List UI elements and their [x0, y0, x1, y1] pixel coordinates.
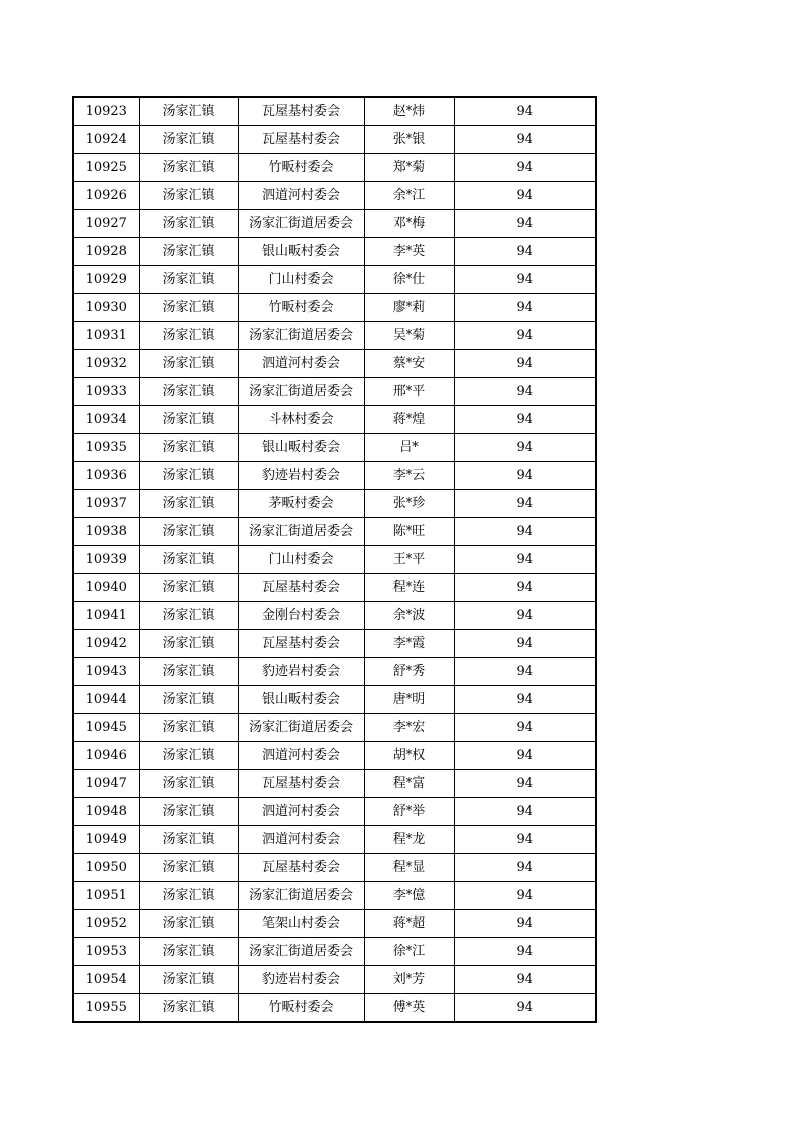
score-cell: 94 [454, 182, 596, 210]
village-cell: 笔架山村委会 [238, 910, 364, 938]
table-row [73, 434, 596, 462]
town-cell: 汤家汇镇 [139, 97, 238, 126]
row-id-cell: 10930 [73, 294, 139, 322]
score-cell: 94 [454, 154, 596, 182]
name-cell: 徐*江 [364, 938, 454, 966]
row-id-cell: 10932 [73, 350, 139, 378]
name-cell: 胡*权 [364, 742, 454, 770]
town-cell: 汤家汇镇 [139, 686, 238, 714]
score-cell: 94 [454, 938, 596, 966]
table-row [73, 546, 596, 574]
row-id-cell: 10927 [73, 210, 139, 238]
table-row [73, 238, 596, 266]
table-row [73, 658, 596, 686]
row-id-cell: 10936 [73, 462, 139, 490]
name-cell: 程*富 [364, 770, 454, 798]
score-cell: 94 [454, 546, 596, 574]
town-cell: 汤家汇镇 [139, 742, 238, 770]
table-row [73, 97, 596, 126]
table-row [73, 406, 596, 434]
table-row [73, 826, 596, 854]
table-row [73, 742, 596, 770]
row-id-cell: 10926 [73, 182, 139, 210]
town-cell: 汤家汇镇 [139, 966, 238, 994]
row-id-cell: 10945 [73, 714, 139, 742]
town-cell: 汤家汇镇 [139, 826, 238, 854]
village-cell: 汤家汇街道居委会 [238, 714, 364, 742]
town-cell: 汤家汇镇 [139, 658, 238, 686]
village-cell: 豹迹岩村委会 [238, 966, 364, 994]
table-row [73, 210, 596, 238]
village-cell: 泗道河村委会 [238, 826, 364, 854]
town-cell: 汤家汇镇 [139, 378, 238, 406]
score-cell: 94 [454, 434, 596, 462]
score-cell: 94 [454, 714, 596, 742]
name-cell: 邓*梅 [364, 210, 454, 238]
score-cell: 94 [454, 294, 596, 322]
town-cell: 汤家汇镇 [139, 546, 238, 574]
name-cell: 程*龙 [364, 826, 454, 854]
row-id-cell: 10947 [73, 770, 139, 798]
row-id-cell: 10929 [73, 266, 139, 294]
name-cell: 陈*旺 [364, 518, 454, 546]
row-id-cell: 10949 [73, 826, 139, 854]
village-cell: 竹畈村委会 [238, 154, 364, 182]
table-row [73, 966, 596, 994]
name-cell: 张*银 [364, 126, 454, 154]
name-cell: 郑*菊 [364, 154, 454, 182]
town-cell: 汤家汇镇 [139, 854, 238, 882]
row-id-cell: 10950 [73, 854, 139, 882]
row-id-cell: 10940 [73, 574, 139, 602]
table-row [73, 490, 596, 518]
name-cell: 蒋*超 [364, 910, 454, 938]
village-cell: 瓦屋基村委会 [238, 574, 364, 602]
score-cell: 94 [454, 798, 596, 826]
village-cell: 银山畈村委会 [238, 686, 364, 714]
town-cell: 汤家汇镇 [139, 770, 238, 798]
table-row [73, 798, 596, 826]
village-cell: 汤家汇街道居委会 [238, 938, 364, 966]
row-id-cell: 10938 [73, 518, 139, 546]
score-cell: 94 [454, 966, 596, 994]
score-cell: 94 [454, 126, 596, 154]
row-id-cell: 10928 [73, 238, 139, 266]
town-cell: 汤家汇镇 [139, 994, 238, 1023]
village-cell: 门山村委会 [238, 266, 364, 294]
village-cell: 瓦屋基村委会 [238, 126, 364, 154]
score-cell: 94 [454, 882, 596, 910]
town-cell: 汤家汇镇 [139, 462, 238, 490]
table-row [73, 854, 596, 882]
row-id-cell: 10944 [73, 686, 139, 714]
table-row [73, 714, 596, 742]
town-cell: 汤家汇镇 [139, 126, 238, 154]
score-cell: 94 [454, 350, 596, 378]
row-id-cell: 10948 [73, 798, 139, 826]
score-cell: 94 [454, 490, 596, 518]
village-cell: 泗道河村委会 [238, 798, 364, 826]
town-cell: 汤家汇镇 [139, 798, 238, 826]
town-cell: 汤家汇镇 [139, 210, 238, 238]
village-cell: 汤家汇街道居委会 [238, 378, 364, 406]
score-cell: 94 [454, 686, 596, 714]
village-cell: 泗道河村委会 [238, 742, 364, 770]
table-row [73, 630, 596, 658]
village-cell: 瓦屋基村委会 [238, 97, 364, 126]
town-cell: 汤家汇镇 [139, 518, 238, 546]
score-cell: 94 [454, 854, 596, 882]
village-cell: 泗道河村委会 [238, 350, 364, 378]
village-cell: 斗林村委会 [238, 406, 364, 434]
score-cell: 94 [454, 518, 596, 546]
table-body [73, 97, 596, 1022]
village-cell: 汤家汇街道居委会 [238, 882, 364, 910]
village-cell: 银山畈村委会 [238, 434, 364, 462]
table-row [73, 602, 596, 630]
village-cell: 豹迹岩村委会 [238, 658, 364, 686]
table-row [73, 182, 596, 210]
table-row [73, 126, 596, 154]
village-cell: 竹畈村委会 [238, 294, 364, 322]
table-row [73, 154, 596, 182]
row-id-cell: 10953 [73, 938, 139, 966]
name-cell: 吴*菊 [364, 322, 454, 350]
village-cell: 瓦屋基村委会 [238, 770, 364, 798]
name-cell: 廖*莉 [364, 294, 454, 322]
name-cell: 蔡*安 [364, 350, 454, 378]
name-cell: 傅*英 [364, 994, 454, 1023]
score-cell: 94 [454, 826, 596, 854]
town-cell: 汤家汇镇 [139, 434, 238, 462]
row-id-cell: 10933 [73, 378, 139, 406]
table-row [73, 378, 596, 406]
name-cell: 张*珍 [364, 490, 454, 518]
score-cell: 94 [454, 238, 596, 266]
row-id-cell: 10924 [73, 126, 139, 154]
score-cell: 94 [454, 574, 596, 602]
name-cell: 余*江 [364, 182, 454, 210]
name-cell: 邢*平 [364, 378, 454, 406]
town-cell: 汤家汇镇 [139, 266, 238, 294]
name-cell: 李*云 [364, 462, 454, 490]
table-row [73, 882, 596, 910]
row-id-cell: 10935 [73, 434, 139, 462]
name-cell: 唐*明 [364, 686, 454, 714]
name-cell: 刘*芳 [364, 966, 454, 994]
name-cell: 吕* [364, 434, 454, 462]
score-cell: 94 [454, 97, 596, 126]
row-id-cell: 10943 [73, 658, 139, 686]
name-cell: 舒*秀 [364, 658, 454, 686]
table-row [73, 994, 596, 1023]
table-row [73, 266, 596, 294]
village-cell: 豹迹岩村委会 [238, 462, 364, 490]
row-id-cell: 10946 [73, 742, 139, 770]
name-cell: 蒋*煌 [364, 406, 454, 434]
town-cell: 汤家汇镇 [139, 490, 238, 518]
name-cell: 舒*举 [364, 798, 454, 826]
score-cell: 94 [454, 742, 596, 770]
table-row [73, 770, 596, 798]
row-id-cell: 10954 [73, 966, 139, 994]
score-cell: 94 [454, 266, 596, 294]
town-cell: 汤家汇镇 [139, 882, 238, 910]
name-cell: 王*平 [364, 546, 454, 574]
table-row [73, 462, 596, 490]
row-id-cell: 10923 [73, 97, 139, 126]
name-cell: 余*波 [364, 602, 454, 630]
table-row [73, 686, 596, 714]
data-table [72, 96, 597, 1023]
village-cell: 瓦屋基村委会 [238, 630, 364, 658]
village-cell: 门山村委会 [238, 546, 364, 574]
name-cell: 李*霞 [364, 630, 454, 658]
row-id-cell: 10941 [73, 602, 139, 630]
row-id-cell: 10925 [73, 154, 139, 182]
table-row [73, 938, 596, 966]
row-id-cell: 10934 [73, 406, 139, 434]
name-cell: 程*连 [364, 574, 454, 602]
town-cell: 汤家汇镇 [139, 630, 238, 658]
score-cell: 94 [454, 994, 596, 1023]
village-cell: 汤家汇街道居委会 [238, 518, 364, 546]
row-id-cell: 10955 [73, 994, 139, 1023]
table-row [73, 910, 596, 938]
score-cell: 94 [454, 406, 596, 434]
village-cell: 竹畈村委会 [238, 994, 364, 1023]
town-cell: 汤家汇镇 [139, 238, 238, 266]
town-cell: 汤家汇镇 [139, 322, 238, 350]
town-cell: 汤家汇镇 [139, 574, 238, 602]
town-cell: 汤家汇镇 [139, 154, 238, 182]
town-cell: 汤家汇镇 [139, 350, 238, 378]
table-row [73, 574, 596, 602]
score-cell: 94 [454, 630, 596, 658]
town-cell: 汤家汇镇 [139, 910, 238, 938]
score-cell: 94 [454, 770, 596, 798]
row-id-cell: 10937 [73, 490, 139, 518]
row-id-cell: 10931 [73, 322, 139, 350]
row-id-cell: 10951 [73, 882, 139, 910]
town-cell: 汤家汇镇 [139, 294, 238, 322]
village-cell: 金刚台村委会 [238, 602, 364, 630]
score-cell: 94 [454, 462, 596, 490]
town-cell: 汤家汇镇 [139, 602, 238, 630]
name-cell: 程*显 [364, 854, 454, 882]
village-cell: 瓦屋基村委会 [238, 854, 364, 882]
town-cell: 汤家汇镇 [139, 938, 238, 966]
town-cell: 汤家汇镇 [139, 406, 238, 434]
table-row [73, 350, 596, 378]
village-cell: 泗道河村委会 [238, 182, 364, 210]
village-cell: 茅畈村委会 [238, 490, 364, 518]
row-id-cell: 10939 [73, 546, 139, 574]
town-cell: 汤家汇镇 [139, 714, 238, 742]
village-cell: 汤家汇街道居委会 [238, 210, 364, 238]
score-cell: 94 [454, 658, 596, 686]
name-cell: 赵*炜 [364, 97, 454, 126]
score-cell: 94 [454, 378, 596, 406]
table-row [73, 518, 596, 546]
table-row [73, 294, 596, 322]
score-cell: 94 [454, 602, 596, 630]
name-cell: 李*宏 [364, 714, 454, 742]
score-cell: 94 [454, 910, 596, 938]
table-row [73, 322, 596, 350]
score-cell: 94 [454, 322, 596, 350]
score-cell: 94 [454, 210, 596, 238]
name-cell: 徐*仕 [364, 266, 454, 294]
village-cell: 汤家汇街道居委会 [238, 322, 364, 350]
name-cell: 李*英 [364, 238, 454, 266]
name-cell: 李*億 [364, 882, 454, 910]
row-id-cell: 10952 [73, 910, 139, 938]
row-id-cell: 10942 [73, 630, 139, 658]
town-cell: 汤家汇镇 [139, 182, 238, 210]
village-cell: 银山畈村委会 [238, 238, 364, 266]
